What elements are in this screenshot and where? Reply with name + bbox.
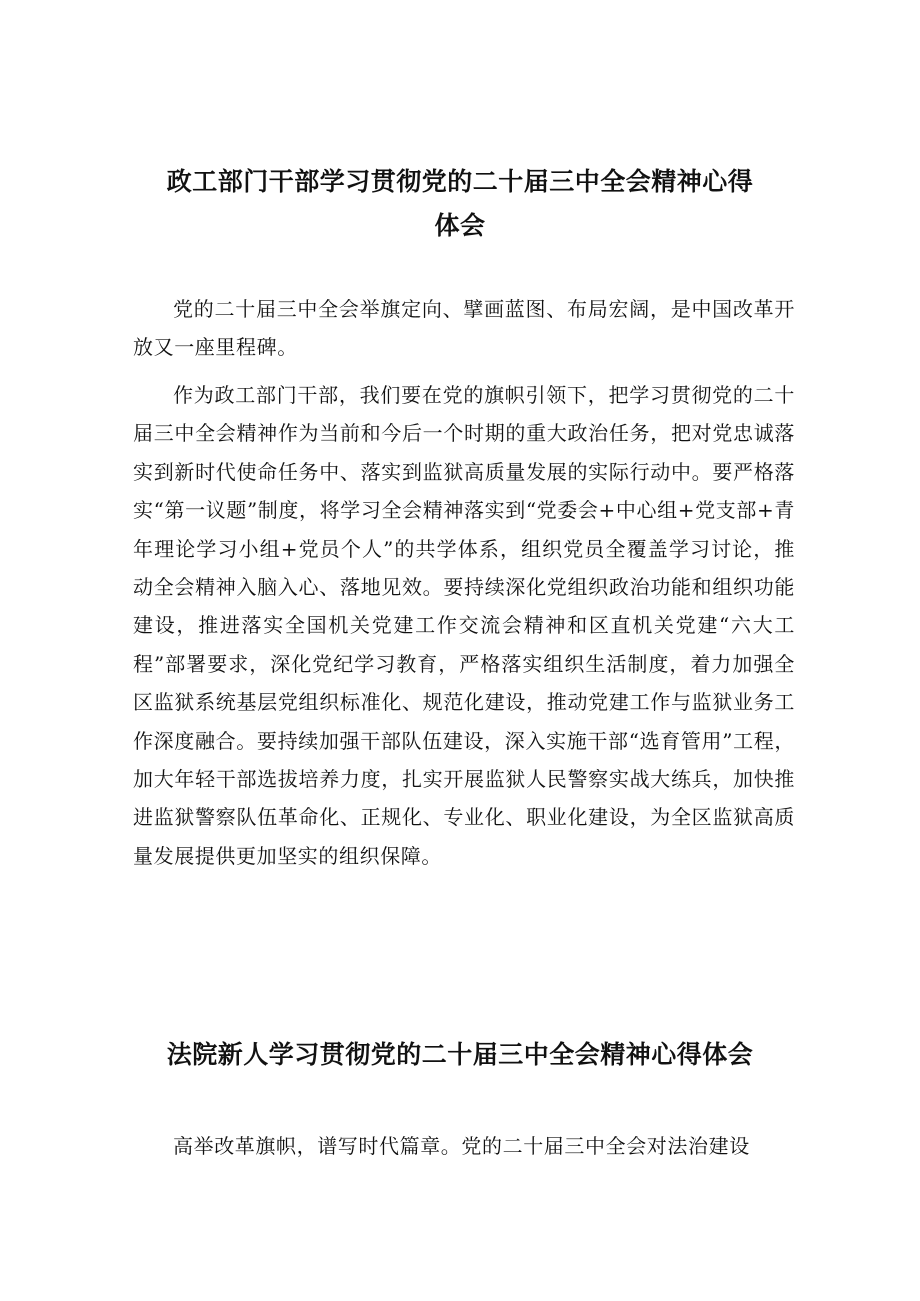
- article-1-paragraph-2: 作为政工部门干部，我们要在党的旗帜引领下，把学习贯彻党的二十届三中全会精神作为当前和今后一个时期的重大政治任务，把对党忠诚落实到新时代使命任务中、落实到监狱高质量发展的实际行动中。要严格落实“第一议题”制度，将学习全会精神落实到“党委会+中心组+党支部+青年理论学习小组+党员个人”的共学体系，组织党员全覆盖学习讨论，推动全会精神入脑入心、落地见效。要持续深化党组织政治功能和组织功能建设，推进落实全国机关党建工作交流会精神和区直机关党建“六大工程”部署要求，深化党纪学习教育，严格落实组织生活制度，着力加强全区监狱系统基层党组织标准化、规范化建设，推动党建工作与监狱业务工作深度融合。要持续加强干部队伍建设，深入实施干部“选育管用”工程，加大年轻干部选拔培养力度，扎实开展监狱人民警察实战大练兵，加快推进监狱警察队伍革命化、正规化、专业化、职业化建设，为全区监狱高质量发展提供更加坚实的组织保障。: [133, 383, 795, 868]
- article-1-title-line-2: 体会: [434, 211, 486, 240]
- article-1-paragraph-1: 党的二十届三中全会举旗定向、擘画蓝图、布局宏阔，是中国改革开放又一座里程碑。: [133, 297, 795, 360]
- article-1-title: [0, 160, 920, 248]
- article-2-title: [0, 1033, 920, 1077]
- article-1-title-line-1: 政工部门干部学习贯彻党的二十届三中全会精神心得: [166, 167, 754, 196]
- article-2-title-line: 法院新人学习贯彻党的二十届三中全会精神心得体会: [166, 1040, 754, 1069]
- article-2-paragraph-1: 高举改革旗帜，谱写时代篇章。党的二十届三中全会对法治建设: [173, 1134, 750, 1158]
